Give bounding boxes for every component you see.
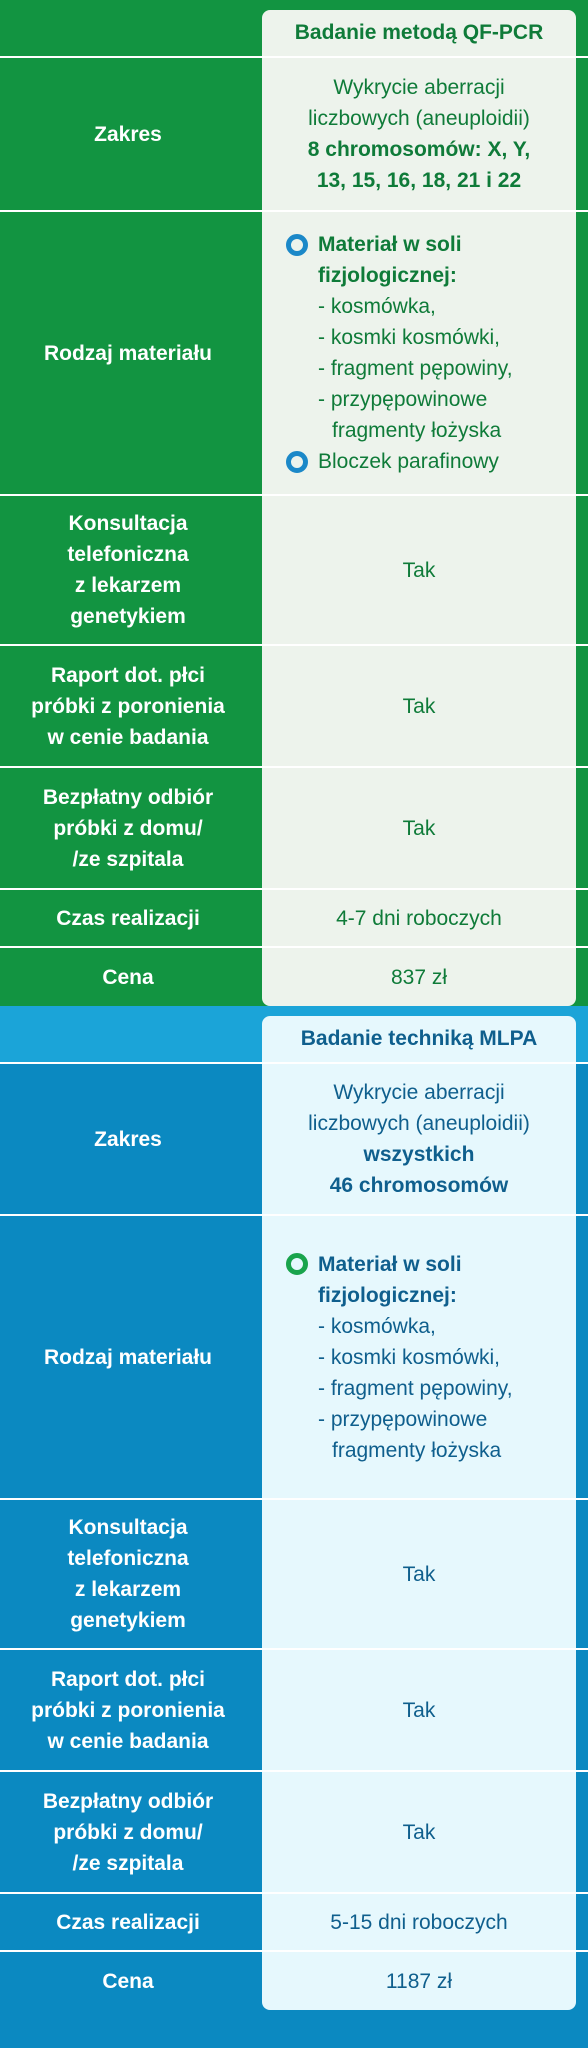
row-value: Tak — [262, 768, 576, 888]
material-item: - kosmówka, — [318, 1314, 436, 1338]
value-line-bold: 13, 15, 16, 18, 21 i 22 — [316, 169, 522, 192]
row-label: Zakres — [94, 122, 162, 146]
row-consultation — [0, 494, 588, 644]
row-value: Tak — [262, 496, 576, 644]
row-label: Czas realizacji — [56, 1910, 200, 1934]
row-value: 4-7 dni roboczych — [262, 890, 576, 946]
value-line: Wykrycie aberracji — [333, 1081, 505, 1104]
value-line: liczbowych (aneuploidii) — [308, 1112, 530, 1135]
table-title: Badanie techniką MLPA — [262, 1016, 576, 1062]
material-title: Materiał w soli — [318, 1252, 462, 1276]
row-value: Tak — [262, 646, 576, 766]
row-value — [262, 1216, 576, 1498]
value-line: liczbowych (aneuploidii) — [308, 107, 530, 130]
circle-bullet-icon — [286, 1253, 308, 1275]
row-price — [0, 1950, 588, 2010]
material-item: - przypępowinowe — [318, 1407, 488, 1431]
row-consultation — [0, 1498, 588, 1648]
value-line: Wykrycie aberracji — [333, 76, 505, 99]
circle-bullet-icon — [286, 451, 308, 473]
row-label: Cena — [102, 965, 154, 989]
row-value — [262, 58, 576, 210]
row-label: Konsultacja telefoniczna z lekarzem genetykiem — [67, 1516, 189, 1632]
row-label: Czas realizacji — [56, 906, 200, 930]
row-material — [0, 1214, 588, 1498]
table-header — [0, 1006, 588, 1062]
material-item: - fragment pępowiny, — [318, 1376, 513, 1400]
row-zakres — [0, 56, 588, 210]
row-label: Raport dot. płci próbki z poronienia w cenie badania — [31, 663, 225, 749]
row-time — [0, 1892, 588, 1950]
row-value: 5-15 dni roboczych — [262, 1894, 576, 1950]
value-line-bold: 8 chromosomów: X, Y, — [307, 138, 531, 161]
row-price — [0, 946, 588, 1006]
row-label: Rodzaj materiału — [43, 341, 213, 365]
row-label: Bezpłatny odbiór próbki z domu/ /ze szpitala — [42, 785, 214, 871]
row-value: Tak — [262, 1772, 576, 1892]
value-line-bold: wszystkich — [363, 1143, 475, 1166]
row-label: Bezpłatny odbiór próbki z domu/ /ze szpitala — [42, 1789, 214, 1875]
mlpa-table — [0, 1006, 588, 2048]
value-line-bold: 46 chromosomów — [329, 1174, 509, 1197]
circle-bullet-icon — [286, 234, 308, 256]
row-pickup — [0, 1770, 588, 1892]
row-value: Tak — [262, 1500, 576, 1648]
row-pickup — [0, 766, 588, 888]
row-label: Rodzaj materiału — [43, 1345, 213, 1369]
qfpcr-table — [0, 0, 588, 1006]
material-item: - kosmki kosmówki, — [318, 326, 501, 349]
row-report — [0, 644, 588, 766]
row-value: 1187 zł — [262, 1952, 576, 2010]
material-title: Materiał w soli — [318, 233, 462, 256]
material-item: fragmenty łożyska — [332, 1438, 502, 1462]
row-label: Zakres — [94, 1127, 162, 1151]
row-report — [0, 1648, 588, 1770]
material-extra: Bloczek parafinowy — [318, 450, 499, 473]
row-value: Tak — [262, 1650, 576, 1770]
material-title: fizjologicznej: — [318, 264, 457, 287]
material-item: fragmenty łożyska — [332, 419, 502, 442]
material-item: - kosmówka, — [318, 295, 436, 318]
material-item: - kosmki kosmówki, — [318, 1345, 501, 1369]
row-label: Raport dot. płci próbki z poronienia w cenie badania — [31, 1667, 225, 1753]
table-header — [0, 0, 588, 56]
table-title: Badanie metodą QF-PCR — [262, 10, 576, 56]
row-value — [262, 212, 576, 494]
row-label: Konsultacja telefoniczna z lekarzem genetykiem — [67, 512, 189, 628]
row-material — [0, 210, 588, 494]
material-item: - fragment pępowiny, — [318, 357, 513, 380]
row-zakres — [0, 1062, 588, 1214]
row-label: Cena — [102, 1969, 154, 1993]
row-time — [0, 888, 588, 946]
row-value: 837 zł — [262, 948, 576, 1006]
material-title: fizjologicznej: — [318, 1283, 457, 1307]
material-item: - przypępowinowe — [318, 388, 488, 411]
row-value — [262, 1064, 576, 1214]
